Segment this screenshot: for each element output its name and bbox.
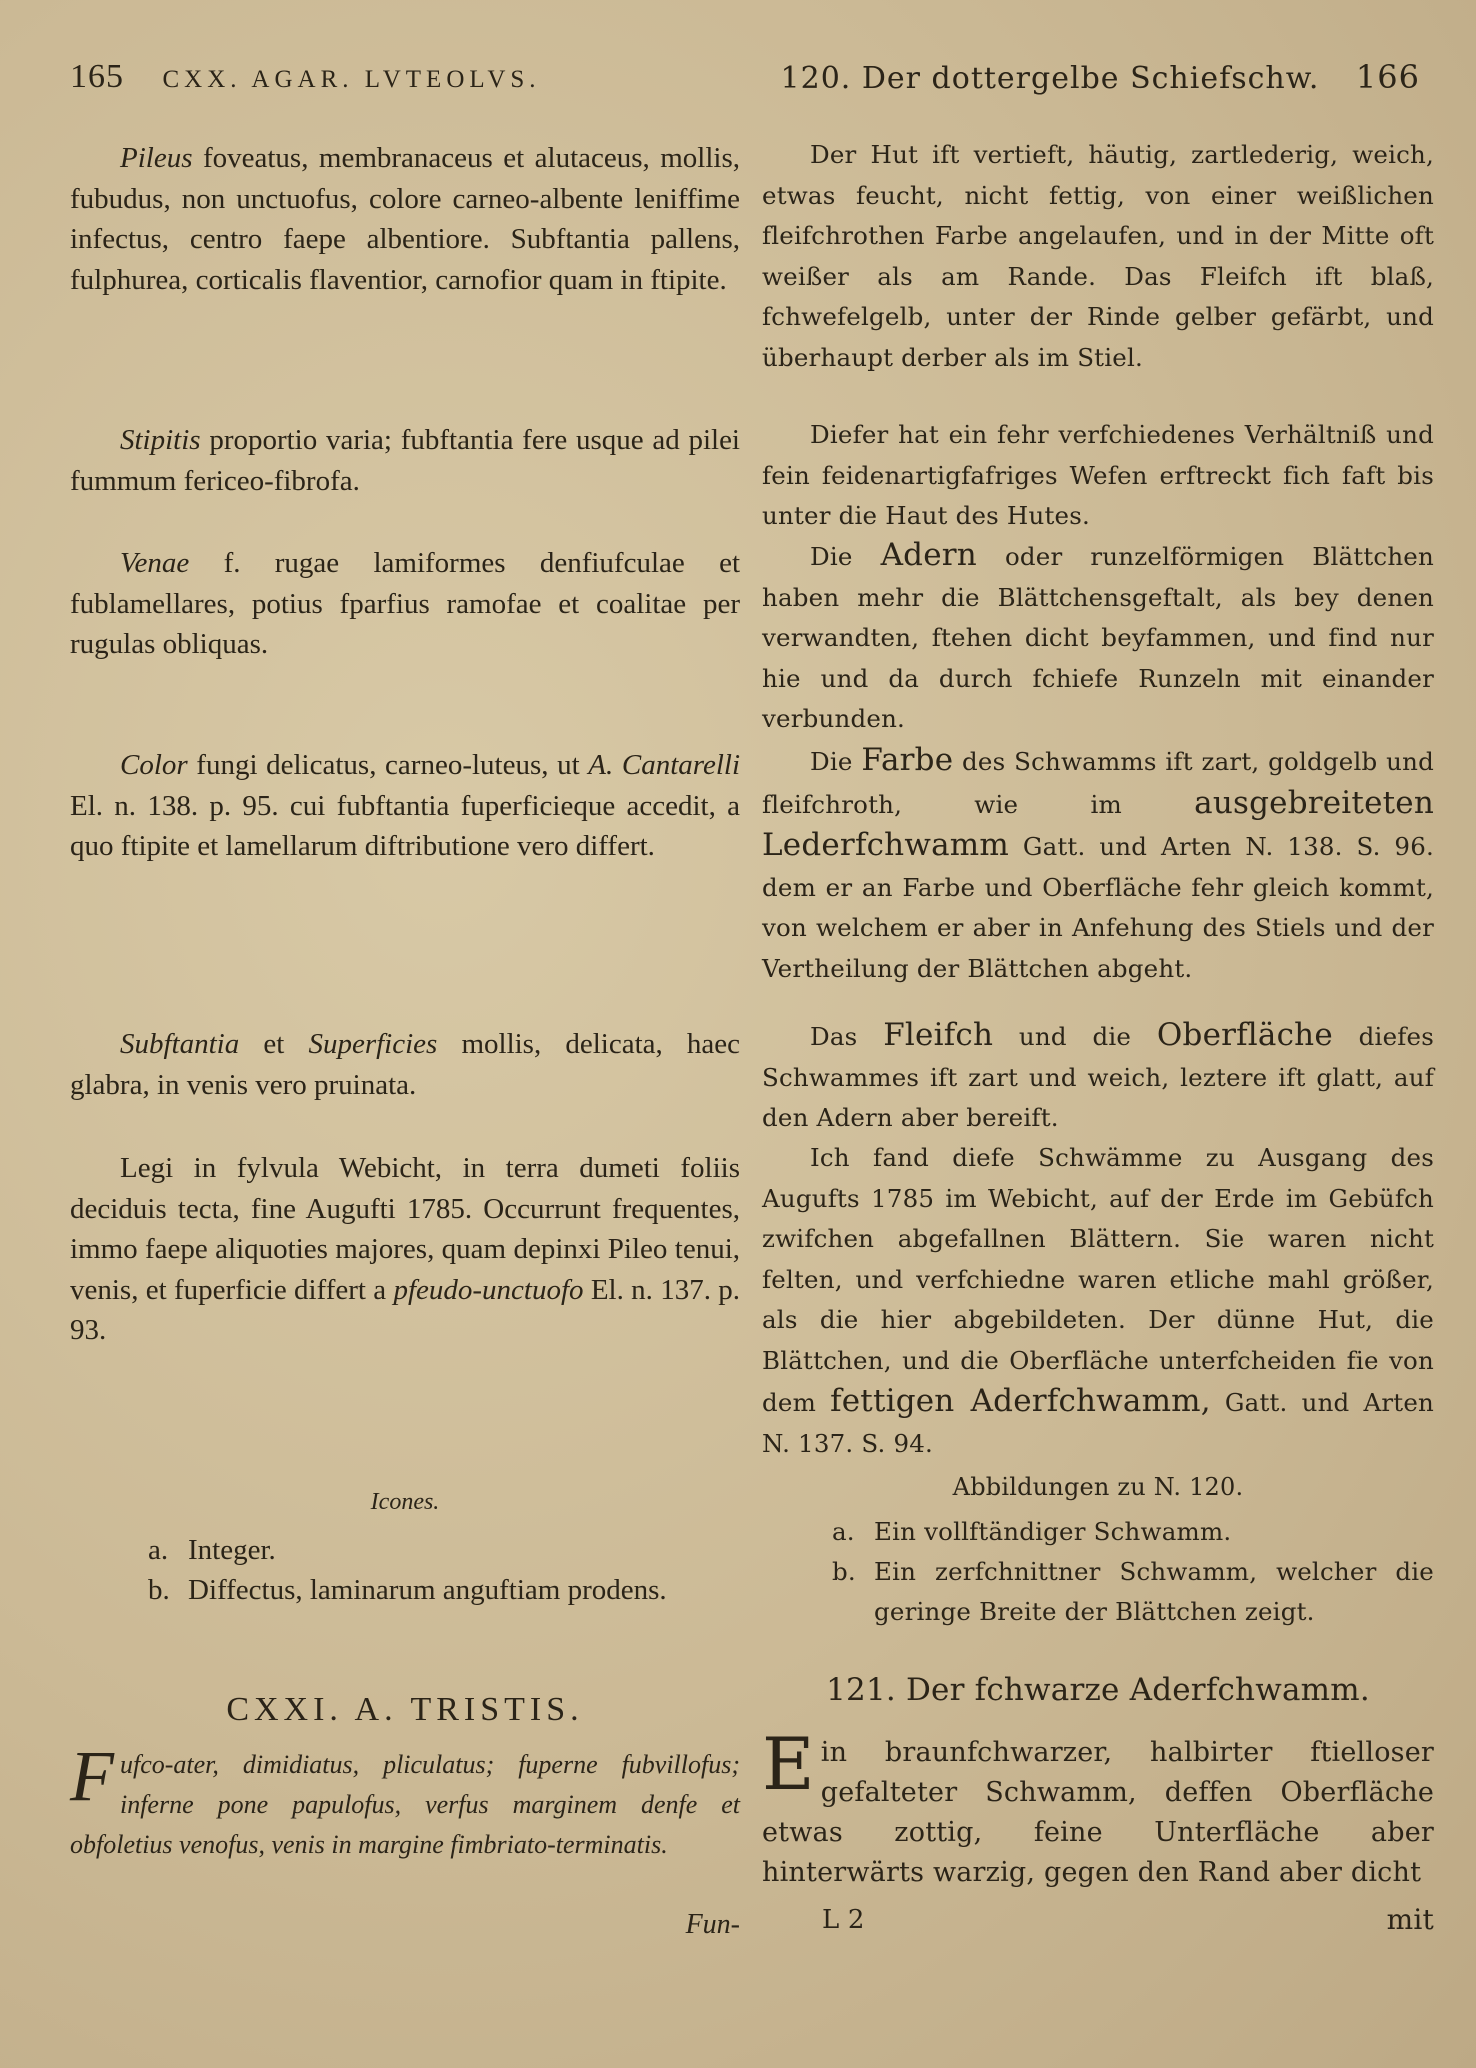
icones-list (70, 1530, 740, 1610)
color-paragraph: Color fungi delicatus, carneo-luteus, ut A. Cantarelli El. n. 138. p. 95. cui fubftantia fuperficieque accedit, a quo ftipite et lamellarum diftributione vero differt. (70, 749, 741, 862)
venae-paragraph: Venae f. rugae lamiformes denfiufculae et fublamellares, potius fparfius ramofae et coalitae per rugulas obliquas. (70, 547, 740, 660)
icon-caption: b. Diffectus, laminarum anguftiam prodens. (148, 1574, 667, 1606)
adern-paragraph: Die Adern oder runzelförmigen Blättchen haben mehr die Blättchensgeftalt, als bey denen verwandten, ftehen dicht beyfammen, und find nur hie und da durch fchiefe Runzeln mit einander verbunden. (762, 537, 1434, 733)
substantia-paragraph: Subftantia et Superficies mollis, delicata, haec glabra, in venis vero pruinata. (70, 1028, 741, 1101)
left-page-number: 165 (70, 58, 124, 95)
legi-paragraph: Legi in fylvula Webicht, in terra dumeti foliis deciduis tecta, fine Augufti 1785. Occurrunt frequentes, immo faepe aliquoties majores, quam depinxi Pileo tenui, venis, et fuperficie differt a pfeudo-unctuofo El. n. 137. p. 93. (70, 1152, 741, 1346)
drop-cap-german: E (762, 1722, 815, 1806)
icon-caption: a. Integer. (148, 1534, 276, 1566)
fleisch-paragraph: Das Fleifch und die Oberfläche diefes Schwammes ift zart und weich, leztere ift glatt, auf den Adern aber bereift. (762, 1017, 1435, 1132)
stiel-paragraph: Diefer hat ein fehr verfchiedenes Verhältniß und fein feidenartigfafriges Wefen erftreckt fich faft bis unter die Haut des Hutes. (762, 420, 1434, 530)
stipitis-paragraph: Stipitis proportio varia; fubftantia fere usque ad pilei fummum fericeo-fibrofa. (70, 424, 740, 497)
next-section-title-german: 121. Der fchwarze Aderfchwamm. (826, 1672, 1370, 1708)
catchword: Fun- (685, 1909, 740, 1940)
left-header (70, 58, 541, 96)
pileus-paragraph: Pileus foveatus, membranaceus et alutaceus, mollis, fubudus, non unctuofus, colore carneo-albente leniffime infectus, centro faepe albentiore. Subftantia pallens, fulphurea, corticalis flaventior, carnofior quam in ftipite. (70, 142, 740, 296)
catchword-german: mit (1386, 1903, 1434, 1936)
farbe-paragraph: Die Farbe des Schwamms ift zart, goldgelb und fleifchroth, wie im ausgebreiteten Lederfchwamm Gatt. und Arten N. 138. S. 96. dem er an Farbe und Oberfläche fehr gleich kommt, von welchem er aber in Anfehung des Stiels und der Vertheilung der Blättchen abgeht. (762, 742, 1434, 983)
icones-title: Icones. (370, 1489, 440, 1515)
next-section-description: Ein braunfchwarzer, halbirter ftielloser gefalteter Schwamm, deffen Oberfläche etwas zottig, feine Unterfläche aber hinterwärts warzig, gegen den Rand aber dicht (762, 1722, 1434, 1888)
figure-caption: b. Ein zerfchnittner Schwamm, welcher die geringe Breite der Blättchen zeigt. (832, 1557, 1434, 1626)
drop-cap: F (70, 1736, 114, 1816)
left-running-title: CXX. AGAR. LVTEOLVS. (162, 66, 541, 93)
abbildungen-list (762, 1512, 1434, 1632)
figure-caption: a. Ein vollftändiger Schwamm. (832, 1517, 1232, 1546)
right-running-title: 120. Der dottergelbe Schiefschw. (780, 61, 1320, 96)
right-page-number: 166 (1355, 58, 1420, 96)
right-header (781, 58, 1420, 96)
fundort-paragraph: Ich fand diefe Schwämme zu Ausgang des Augufts 1785 im Webicht, auf der Erde im Gebüfch zwifchen abgefallnen Blättern. Sie waren nicht felten, und verfchiedne waren etliche mahl größer, als die hier abgebildeten. Der dünne Hut, die Blättchen, und die Oberfläche unterfcheiden fie von dem fettigen Aderfchwamm, Gatt. und Arten N. 137. S. 94. (762, 1143, 1434, 1458)
hut-paragraph: Der Hut ift vertieft, häutig, zartlederig, weich, etwas feucht, nicht fettig, von einer weißlichen fleifchrothen Farbe angelaufen, und in der Mitte oft weißer als am Rande. Das Fleifch ift blaß, fchwefelgelb, unter der Rinde gelber gefärbt, und überhaupt derber als im Stiel. (762, 140, 1434, 372)
abbildungen-title: Abbildungen zu N. 120. (952, 1473, 1244, 1501)
next-section-diagnosis: Fufco-ater, dimidiatus, pliculatus; fuperne fubvillofus; inferne pone papulofus, verfus marginem denfe et obfoletius venofus, venis in margine fimbriato-terminatis. (70, 1736, 740, 1859)
signature-mark: L 2 (822, 1905, 865, 1935)
next-section-title: CXXI. A. TRISTIS. (226, 1691, 584, 1728)
